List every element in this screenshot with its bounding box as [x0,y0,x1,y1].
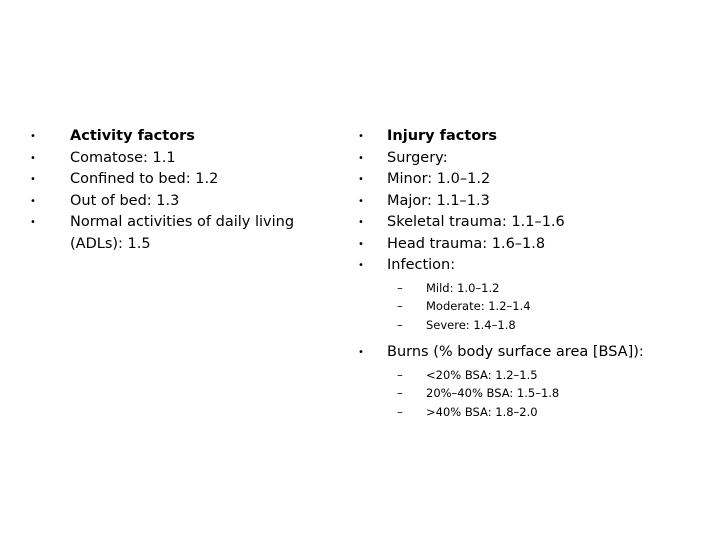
burns-under-20-text: <20% BSA: 1.2–1.5 [426,367,538,382]
bullet-icon: • [358,152,364,164]
bullet-icon: • [358,131,364,142]
list-item-activity-factors-heading [28,126,348,148]
bullet-icon: • [30,195,36,207]
sub-item-burns-over-40 [391,403,696,422]
dash-icon: – [397,317,403,332]
infection-sublist [387,279,696,335]
bullet-icon: • [30,217,36,228]
list-item-normal-adls [28,212,348,255]
injury-factors-heading: Injury factors [387,128,498,144]
bullet-icon: • [30,152,36,164]
head-trauma-text: Head trauma: 1.6–1.8 [387,235,546,252]
burns-sublist [387,366,696,422]
burns-text: Burns (% body surface area [BSA]): [387,344,644,360]
mild-text: Mild: 1.0–1.2 [426,280,500,295]
bullet-icon: • [358,347,364,358]
list-item-infection [356,255,696,334]
list-item-head-trauma [356,234,696,256]
list-item-comatose [28,148,348,170]
list-item-minor [356,169,696,191]
out-of-bed-text: Out of bed: 1.3 [70,192,180,209]
injury-factors-list [356,126,696,421]
infection-text: Infection: [387,257,456,273]
skeletal-trauma-text: Skeletal trauma: 1.1–1.6 [387,214,565,230]
dash-icon: – [397,386,403,400]
sub-item-burns-20-40 [391,384,696,403]
bullet-icon: • [358,195,364,207]
sub-item-severe [391,316,696,335]
activity-factors-list [28,126,348,255]
moderate-text: Moderate: 1.2–1.4 [426,299,531,313]
activity-factors-heading: Activity factors [70,128,195,144]
list-item-burns [356,342,696,421]
dash-icon: – [397,280,403,295]
list-item-out-of-bed [28,191,348,213]
list-item-skeletal-trauma [356,212,696,234]
burns-20-40-text: 20%–40% BSA: 1.5–1.8 [426,386,560,400]
injury-factors-column [356,126,696,429]
comatose-text: Comatose: 1.1 [70,149,176,166]
bullet-icon: • [30,131,36,142]
activity-factors-column [28,126,348,255]
severe-text: Severe: 1.4–1.8 [426,317,516,332]
burns-over-40-text: >40% BSA: 1.8–2.0 [426,404,538,419]
normal-adls-text: Normal activities of daily living (ADLs): 1.5 [70,214,295,252]
bullet-icon: • [30,174,36,185]
confined-to-bed-text: Confined to bed: 1.2 [70,171,219,187]
bullet-icon: • [358,217,364,228]
list-item-surgery [356,148,696,170]
list-item-injury-factors-heading [356,126,696,148]
minor-text: Minor: 1.0–1.2 [387,171,491,187]
dash-icon: – [397,367,403,382]
sub-item-mild [391,279,696,298]
surgery-text: Surgery: [387,149,448,166]
dash-icon: – [397,299,403,313]
bullet-icon: • [358,260,364,271]
sub-item-burns-under-20 [391,366,696,385]
major-text: Major: 1.1–1.3 [387,192,490,209]
list-item-major [356,191,696,213]
sub-item-moderate [391,297,696,316]
bullet-icon: • [358,238,364,250]
dash-icon: – [397,404,403,419]
list-item-confined-to-bed [28,169,348,191]
bullet-icon: • [358,174,364,185]
